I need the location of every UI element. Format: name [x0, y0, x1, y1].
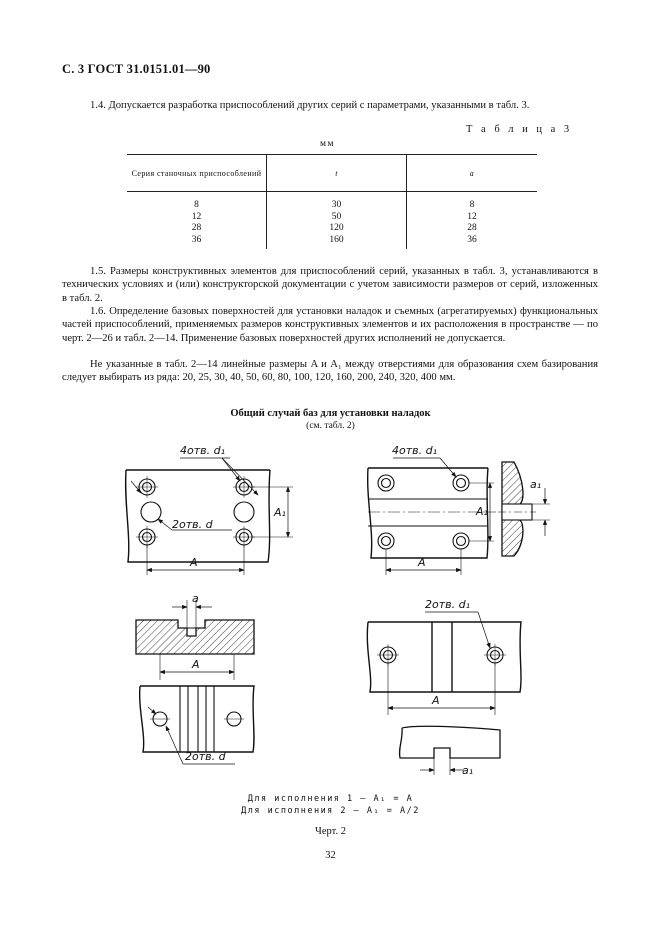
label-A-view3: A [192, 658, 200, 671]
label-a1-tongue: a₁ [462, 764, 474, 777]
view-plate-four-holes [126, 458, 293, 575]
paragraph-1-6: 1.6. Определение базовых поверхностей для установки наладок и съемных (агрегатируемых) функциональных частей приспособлений, применяемых размеров конструктивных элементов и их расположения в пространстве — по черт. 2—26 и табл. 2—14. Применение базовых поверхностей других исполнений не допускается. [62, 306, 598, 344]
page-header: С. 3 ГОСТ 31.0151.01—90 [62, 62, 211, 76]
table-unit: мм [320, 139, 336, 149]
table-header-a: a [407, 155, 538, 192]
view-slot-section-bottom [136, 600, 254, 764]
view-slot-plate [368, 458, 550, 575]
figure-subtitle: (см. табл. 2) [306, 421, 355, 431]
table-header-series: Серия станочных приспособлений [127, 155, 267, 192]
label-two-holes-d1: 2отв. d₁ [425, 598, 471, 611]
label-a-slot: a [192, 592, 199, 605]
label-two-holes-d-bottom: 2отв. d [185, 750, 226, 763]
figure-caption: Черт. 2 [315, 826, 346, 837]
page-number: 32 [325, 850, 336, 861]
label-A-view1: A [190, 556, 198, 569]
label-four-holes-d1-right: 4отв. d₁ [392, 444, 438, 457]
label-four-holes-d1-left: 4отв. d₁ [180, 444, 226, 457]
paragraph-dimensions: Не указанные в табл. 2—14 линейные размеры A и A₁ между отверстиями для образования схем базирования следует выбирать из ряда: 20, 25, 30, 40, 50, 60, 80, 100, 120, 160, 200, 240, 320, 400 мм. [62, 359, 598, 384]
label-A1-view2: A₁ [476, 505, 488, 518]
note-version-2: Для исполнения 2 — A₁ = A/2 [241, 806, 420, 816]
table-cell-series: 8 12 28 36 [191, 200, 202, 245]
table-cell-t: 30 50 120 160 [267, 192, 407, 250]
view-two-holes-plate [367, 612, 521, 775]
label-a1-section: a₁ [530, 478, 542, 491]
table-header-t: t [267, 155, 407, 192]
label-two-holes-d-top: 2отв. d [172, 518, 213, 531]
figure-title: Общий случай баз для установки наладок [230, 408, 431, 419]
note-version-1: Для исполнения 1 — A₁ = A [247, 794, 414, 804]
label-A-view4: A [432, 694, 440, 707]
table-caption: Т а б л и ц а 3 [466, 124, 573, 135]
label-A-view2: A [418, 556, 426, 569]
paragraph-1-4: 1.4. Допускается разработка приспособлений других серий с параметрами, указанными в табл. 3. [90, 100, 530, 111]
paragraph-1-5: 1.5. Размеры конструктивных элементов для приспособлений серий, указанных в табл. 3, устанавливаются в технических условиях и (или) конструкторской документации с учетом зависимости размеров от серий, изложенных в табл. 2. [62, 266, 598, 304]
table-cell-a: 8 12 28 36 [407, 192, 538, 250]
label-A1-view1: A₁ [274, 506, 286, 519]
